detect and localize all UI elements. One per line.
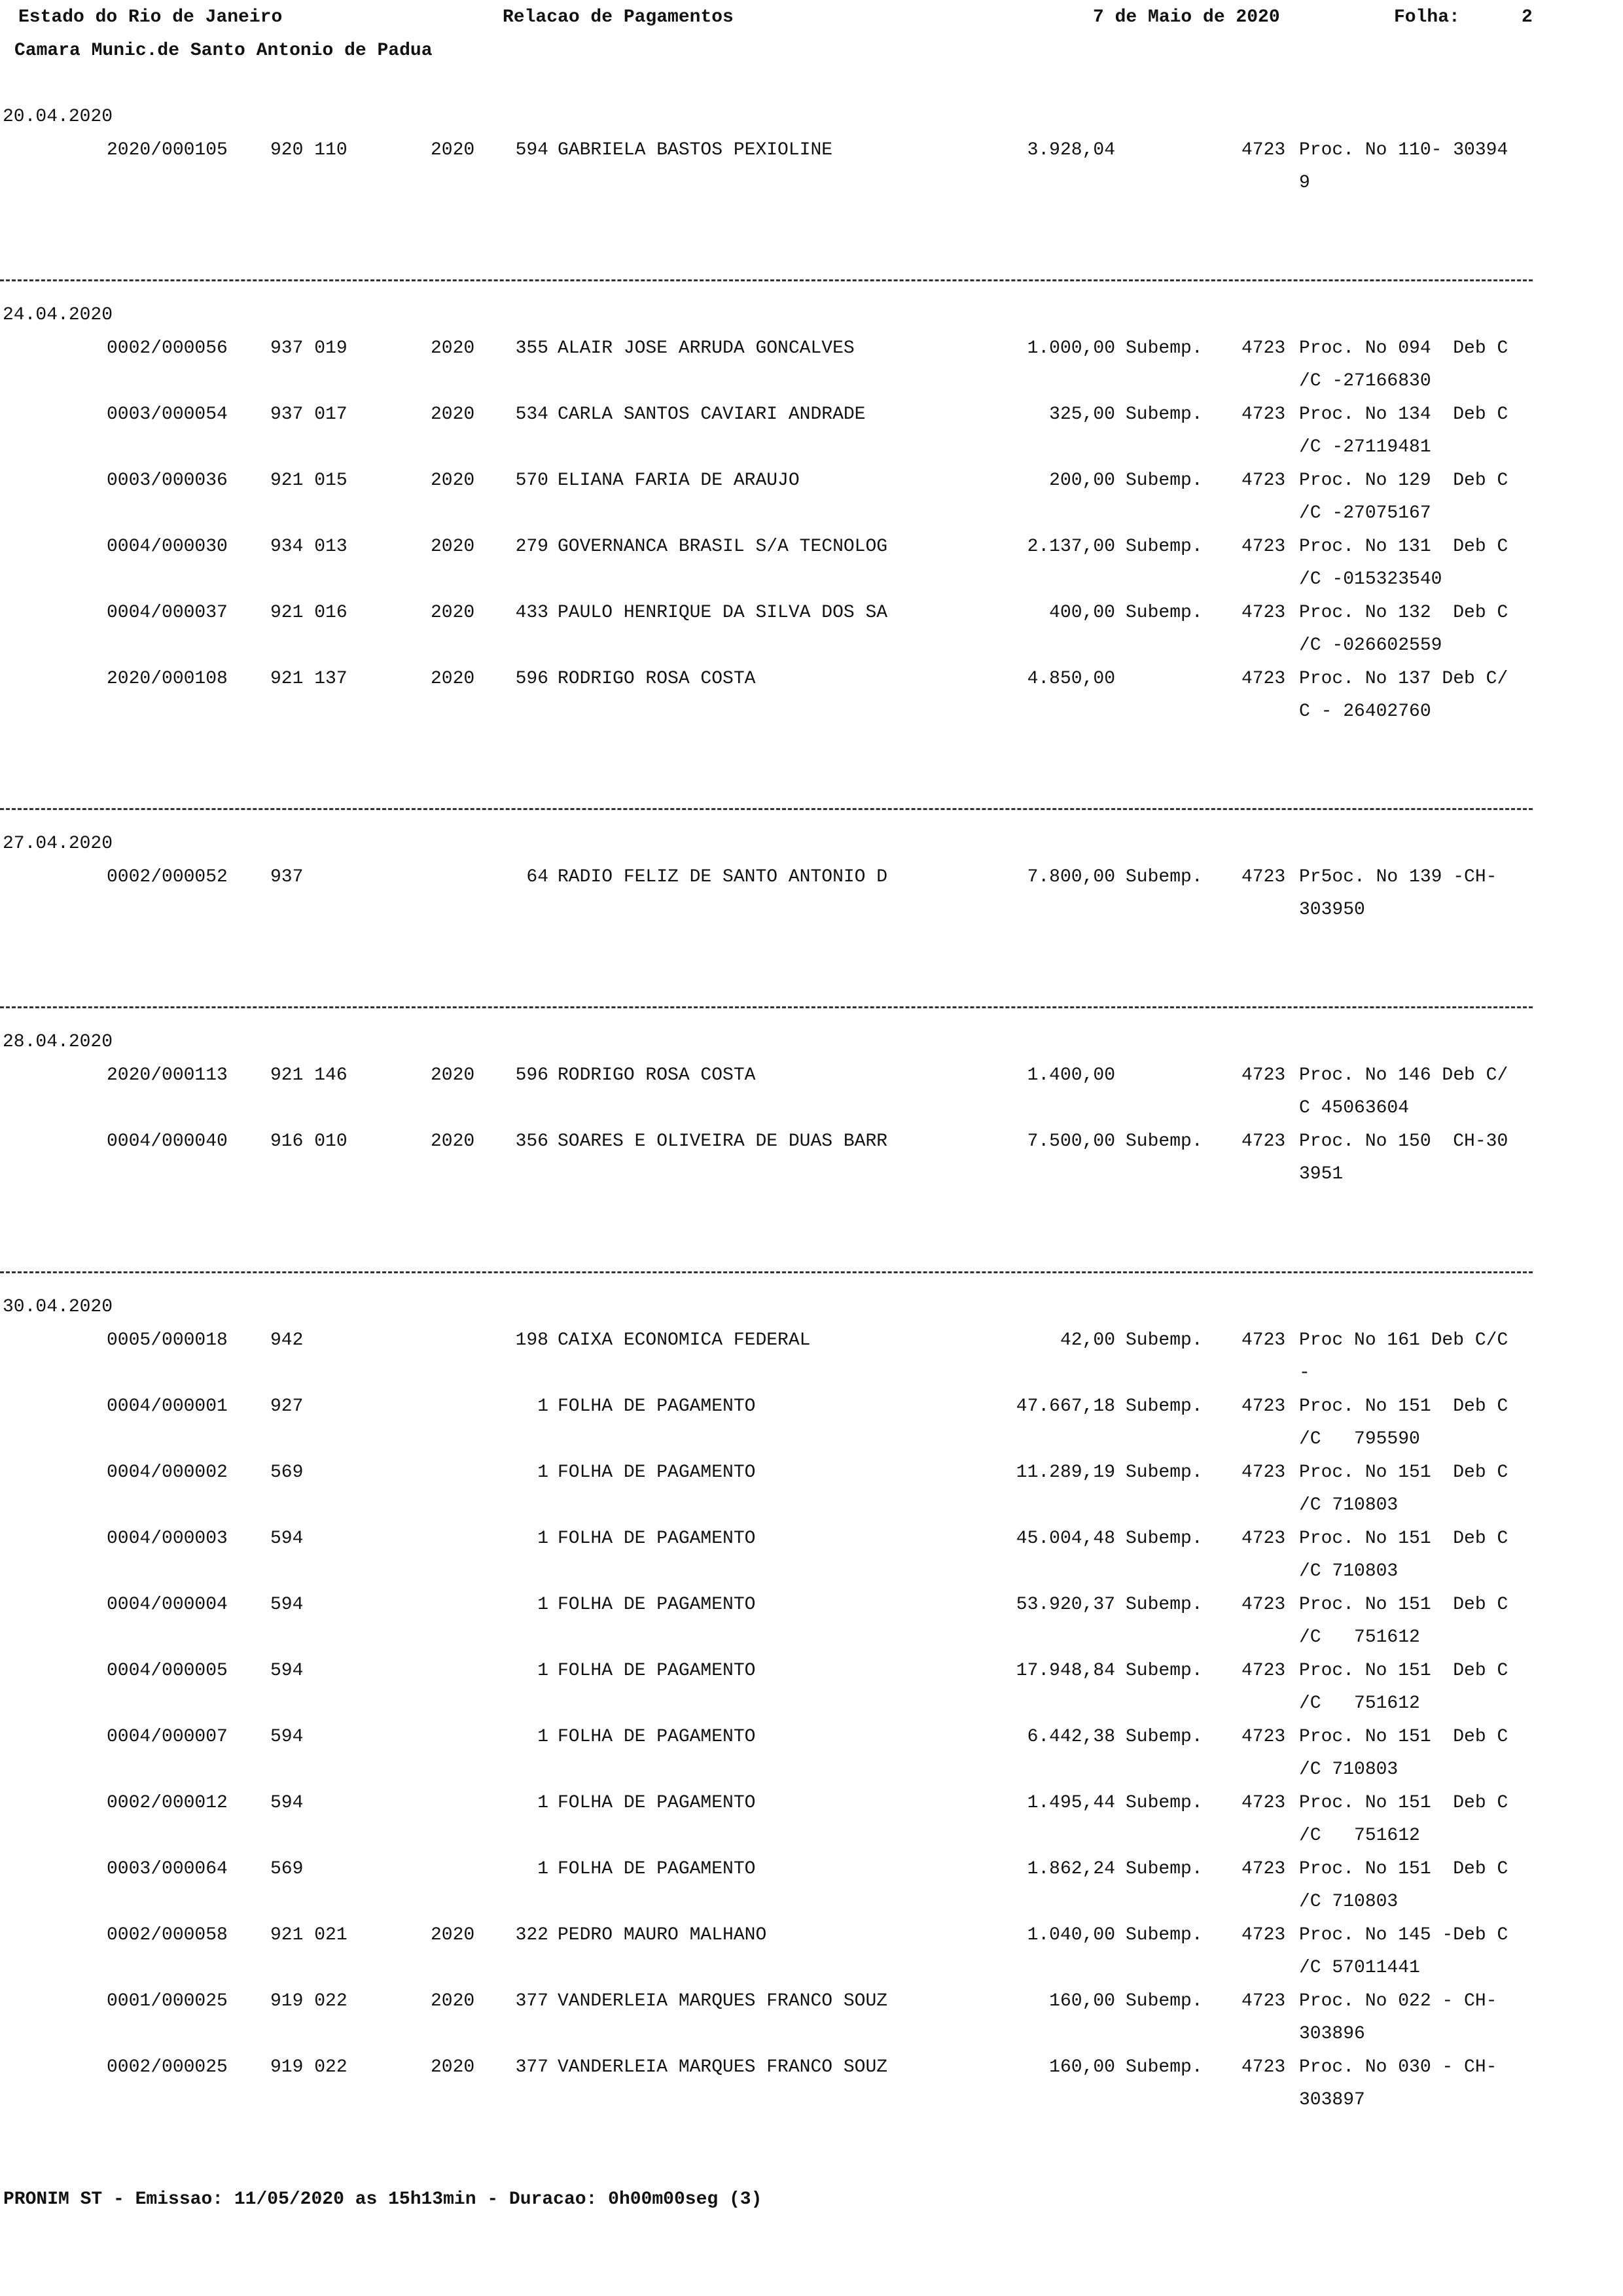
creditor-number: 596	[515, 1065, 548, 1086]
doc-number: 0001/000025	[107, 1991, 228, 2011]
account-code: 921 016	[270, 603, 348, 623]
observation-line1: Proc. No 134 Deb C	[1299, 404, 1508, 425]
observation-line1: Proc. No 137 Deb C/	[1299, 669, 1508, 689]
creditor-number: 433	[515, 603, 548, 623]
observation-line2: 303897	[1299, 2090, 1365, 2110]
account-code: 921 021	[270, 1925, 348, 1945]
bank-account: 4723	[1241, 1065, 1286, 1086]
bank-account: 4723	[1241, 1595, 1286, 1615]
observation-line2: /C 710803	[1299, 1495, 1399, 1515]
creditor-number: 594	[515, 140, 548, 160]
payment-value: 17.948,84	[1016, 1661, 1115, 1681]
creditor-number: 1	[537, 1528, 548, 1549]
status: Subemp.	[1126, 1528, 1203, 1549]
doc-number: 0004/000030	[107, 537, 228, 557]
payment-value: 1.495,44	[1027, 1793, 1115, 1813]
observation-line2: /C 751612	[1299, 1693, 1420, 1714]
group-date: 28.04.2020	[3, 1032, 113, 1052]
observation-line2: /C -026602559	[1299, 635, 1442, 656]
payment-value: 1.000,00	[1027, 338, 1115, 359]
observation-line2: /C -27119481	[1299, 437, 1431, 457]
creditor-number: 279	[515, 537, 548, 557]
payment-value: 7.500,00	[1027, 1131, 1115, 1152]
status: Subemp.	[1126, 1727, 1203, 1747]
year: 2020	[431, 470, 475, 491]
year: 2020	[431, 1925, 475, 1945]
creditor-name: VANDERLEIA MARQUES FRANCO SOUZ	[558, 1991, 888, 2011]
observation-line2: /C 751612	[1299, 1826, 1420, 1846]
account-code: 921 146	[270, 1065, 348, 1086]
account-code: 919 022	[270, 1991, 348, 2011]
year: 2020	[431, 1131, 475, 1152]
creditor-number: 355	[515, 338, 548, 359]
bank-account: 4723	[1241, 1396, 1286, 1417]
payment-value: 325,00	[1049, 404, 1115, 425]
status: Subemp.	[1126, 1991, 1203, 2011]
account-code: 942	[270, 1330, 304, 1351]
observation-line2: /C 57011441	[1299, 1958, 1420, 1978]
observation-line1: Proc. No 132 Deb C	[1299, 603, 1508, 623]
folha-number: 2	[1522, 7, 1533, 27]
creditor-number: 64	[526, 867, 548, 887]
status: Subemp.	[1126, 1462, 1203, 1483]
creditor-name: VANDERLEIA MARQUES FRANCO SOUZ	[558, 2057, 888, 2077]
payment-value: 400,00	[1049, 603, 1115, 623]
bank-account: 4723	[1241, 537, 1286, 557]
observation-line2: /C 710803	[1299, 1561, 1399, 1581]
bank-account: 4723	[1241, 1131, 1286, 1152]
creditor-name: FOLHA DE PAGAMENTO	[558, 1595, 756, 1615]
observation-line2: /C 751612	[1299, 1627, 1420, 1648]
payment-value: 200,00	[1049, 470, 1115, 491]
bank-account: 4723	[1241, 1727, 1286, 1747]
creditor-number: 1	[537, 1859, 548, 1879]
year: 2020	[431, 669, 475, 689]
bank-account: 4723	[1241, 1661, 1286, 1681]
creditor-name: GOVERNANCA BRASIL S/A TECNOLOG	[558, 537, 888, 557]
bank-account: 4723	[1241, 1991, 1286, 2011]
status: Subemp.	[1126, 867, 1203, 887]
creditor-name: PAULO HENRIQUE DA SILVA DOS SA	[558, 603, 888, 623]
observation-line2: /C -27075167	[1299, 503, 1431, 523]
status: Subemp.	[1126, 1595, 1203, 1615]
status: Subemp.	[1126, 1131, 1203, 1152]
creditor-number: 534	[515, 404, 548, 425]
payment-value: 6.442,38	[1027, 1727, 1115, 1747]
year: 2020	[431, 404, 475, 425]
payment-value: 53.920,37	[1016, 1595, 1115, 1615]
creditor-name: FOLHA DE PAGAMENTO	[558, 1727, 756, 1747]
bank-account: 4723	[1241, 140, 1286, 160]
doc-number: 0004/000040	[107, 1131, 228, 1152]
doc-number: 2020/000105	[107, 140, 228, 160]
status: Subemp.	[1126, 603, 1203, 623]
status: Subemp.	[1126, 1925, 1203, 1945]
doc-number: 0004/000001	[107, 1396, 228, 1417]
observation-line2: 3951	[1299, 1164, 1344, 1184]
creditor-name: FOLHA DE PAGAMENTO	[558, 1793, 756, 1813]
creditor-name: PEDRO MAURO MALHANO	[558, 1925, 767, 1945]
observation-line1: Proc. No 151 Deb C	[1299, 1727, 1508, 1747]
status: Subemp.	[1126, 470, 1203, 491]
status: Subemp.	[1126, 338, 1203, 359]
bank-account: 4723	[1241, 1859, 1286, 1879]
creditor-number: 356	[515, 1131, 548, 1152]
payment-value: 4.850,00	[1027, 669, 1115, 689]
year: 2020	[431, 338, 475, 359]
observation-line1: Proc. No 151 Deb C	[1299, 1661, 1508, 1681]
bank-account: 4723	[1241, 338, 1286, 359]
account-code: 919 022	[270, 2057, 348, 2077]
year: 2020	[431, 1065, 475, 1086]
creditor-number: 1	[537, 1727, 548, 1747]
creditor-name: ALAIR JOSE ARRUDA GONCALVES	[558, 338, 855, 359]
observation-line1: Proc No 161 Deb C/C	[1299, 1330, 1508, 1351]
section-divider	[0, 279, 1533, 281]
creditor-name: FOLHA DE PAGAMENTO	[558, 1859, 756, 1879]
payment-value: 1.862,24	[1027, 1859, 1115, 1879]
observation-line1: Proc. No 030 - CH-	[1299, 2057, 1497, 2077]
creditor-number: 1	[537, 1595, 548, 1615]
doc-number: 0003/000054	[107, 404, 228, 425]
observation-line2: /C 795590	[1299, 1429, 1420, 1449]
creditor-number: 1	[537, 1396, 548, 1417]
year: 2020	[431, 537, 475, 557]
observation-line2: C 45063604	[1299, 1098, 1410, 1118]
observation-line1: Proc. No 022 - CH-	[1299, 1991, 1497, 2011]
group-date: 27.04.2020	[3, 834, 113, 854]
observation-line2: -	[1299, 1363, 1310, 1383]
year: 2020	[431, 1991, 475, 2011]
account-code: 937 019	[270, 338, 348, 359]
creditor-number: 1	[537, 1462, 548, 1483]
observation-line1: Pr5oc. No 139 -CH-	[1299, 867, 1497, 887]
doc-number: 2020/000108	[107, 669, 228, 689]
observation-line2: C - 26402760	[1299, 701, 1431, 722]
observation-line1: Proc. No 094 Deb C	[1299, 338, 1508, 359]
bank-account: 4723	[1241, 404, 1286, 425]
observation-line2: /C -27166830	[1299, 371, 1431, 391]
creditor-number: 198	[515, 1330, 548, 1351]
year: 2020	[431, 140, 475, 160]
account-code: 937 017	[270, 404, 348, 425]
year: 2020	[431, 2057, 475, 2077]
folha-label: Folha:	[1394, 7, 1460, 27]
observation-line2: /C 710803	[1299, 1759, 1399, 1780]
doc-number: 0005/000018	[107, 1330, 228, 1351]
observation-line1: Proc. No 129 Deb C	[1299, 470, 1508, 491]
observation-line1: Proc. No 151 Deb C	[1299, 1462, 1508, 1483]
account-code: 934 013	[270, 537, 348, 557]
creditor-number: 1	[537, 1661, 548, 1681]
account-code: 921 015	[270, 470, 348, 491]
observation-line2: /C 710803	[1299, 1892, 1399, 1912]
account-code: 594	[270, 1528, 304, 1549]
section-divider	[0, 808, 1533, 810]
observation-line2: 303950	[1299, 900, 1365, 920]
account-code: 937	[270, 867, 304, 887]
creditor-name: FOLHA DE PAGAMENTO	[558, 1661, 756, 1681]
creditor-name: CAIXA ECONOMICA FEDERAL	[558, 1330, 811, 1351]
bank-account: 4723	[1241, 470, 1286, 491]
doc-number: 0002/000056	[107, 338, 228, 359]
account-code: 594	[270, 1595, 304, 1615]
status: Subemp.	[1126, 1330, 1203, 1351]
observation-line1: Proc. No 151 Deb C	[1299, 1595, 1508, 1615]
account-code: 921 137	[270, 669, 348, 689]
creditor-number: 570	[515, 470, 548, 491]
status: Subemp.	[1126, 1793, 1203, 1813]
bank-account: 4723	[1241, 867, 1286, 887]
observation-line1: Proc. No 150 CH-30	[1299, 1131, 1508, 1152]
payment-value: 47.667,18	[1016, 1396, 1115, 1417]
observation-line1: Proc. No 110- 30394	[1299, 140, 1508, 160]
status: Subemp.	[1126, 537, 1203, 557]
year: 2020	[431, 603, 475, 623]
creditor-name: FOLHA DE PAGAMENTO	[558, 1462, 756, 1483]
section-divider	[0, 1006, 1533, 1008]
doc-number: 0004/000037	[107, 603, 228, 623]
creditor-name: GABRIELA BASTOS PEXIOLINE	[558, 140, 833, 160]
group-date: 24.04.2020	[3, 305, 113, 325]
doc-number: 0003/000036	[107, 470, 228, 491]
account-code: 920 110	[270, 140, 348, 160]
payment-value: 160,00	[1049, 1991, 1115, 2011]
doc-number: 0004/000007	[107, 1727, 228, 1747]
doc-number: 0004/000003	[107, 1528, 228, 1549]
creditor-number: 596	[515, 669, 548, 689]
status: Subemp.	[1126, 1661, 1203, 1681]
creditor-number: 1	[537, 1793, 548, 1813]
doc-number: 0004/000004	[107, 1595, 228, 1615]
doc-number: 0002/000012	[107, 1793, 228, 1813]
doc-number: 0002/000052	[107, 867, 228, 887]
bank-account: 4723	[1241, 603, 1286, 623]
account-code: 594	[270, 1661, 304, 1681]
doc-number: 0002/000058	[107, 1925, 228, 1945]
observation-line2: /C -015323540	[1299, 569, 1442, 590]
observation-line1: Proc. No 151 Deb C	[1299, 1396, 1508, 1417]
observation-line2: 9	[1299, 173, 1310, 193]
payment-value: 2.137,00	[1027, 537, 1115, 557]
doc-number: 0003/000064	[107, 1859, 228, 1879]
observation-line1: Proc. No 145 -Deb C	[1299, 1925, 1508, 1945]
section-divider	[0, 1271, 1533, 1273]
report-title: Relacao de Pagamentos	[503, 7, 734, 27]
payment-value: 3.928,04	[1027, 140, 1115, 160]
observation-line1: Proc. No 146 Deb C/	[1299, 1065, 1508, 1086]
payment-value: 7.800,00	[1027, 867, 1115, 887]
payment-value: 1.400,00	[1027, 1065, 1115, 1086]
doc-number: 0002/000025	[107, 2057, 228, 2077]
account-code: 594	[270, 1727, 304, 1747]
creditor-name: SOARES E OLIVEIRA DE DUAS BARR	[558, 1131, 888, 1152]
observation-line1: Proc. No 151 Deb C	[1299, 1793, 1508, 1813]
account-code: 916 010	[270, 1131, 348, 1152]
account-code: 594	[270, 1793, 304, 1813]
status: Subemp.	[1126, 404, 1203, 425]
report-date: 7 de Maio de 2020	[1093, 7, 1280, 27]
payment-value: 1.040,00	[1027, 1925, 1115, 1945]
bank-account: 4723	[1241, 1925, 1286, 1945]
creditor-name: FOLHA DE PAGAMENTO	[558, 1528, 756, 1549]
creditor-number: 377	[515, 1991, 548, 2011]
header-state: Estado do Rio de Janeiro	[18, 7, 283, 27]
group-date: 30.04.2020	[3, 1297, 113, 1317]
creditor-number: 322	[515, 1925, 548, 1945]
status: Subemp.	[1126, 1396, 1203, 1417]
entity-name: Camara Munic.de Santo Antonio de Padua	[14, 41, 433, 61]
status: Subemp.	[1126, 2057, 1203, 2077]
bank-account: 4723	[1241, 1528, 1286, 1549]
bank-account: 4723	[1241, 1462, 1286, 1483]
doc-number: 2020/000113	[107, 1065, 228, 1086]
creditor-name: FOLHA DE PAGAMENTO	[558, 1396, 756, 1417]
bank-account: 4723	[1241, 669, 1286, 689]
payment-value: 42,00	[1060, 1330, 1115, 1351]
doc-number: 0004/000005	[107, 1661, 228, 1681]
bank-account: 4723	[1241, 1330, 1286, 1351]
creditor-number: 377	[515, 2057, 548, 2077]
creditor-name: RADIO FELIZ DE SANTO ANTONIO D	[558, 867, 888, 887]
observation-line1: Proc. No 131 Deb C	[1299, 537, 1508, 557]
observation-line1: Proc. No 151 Deb C	[1299, 1859, 1508, 1879]
doc-number: 0004/000002	[107, 1462, 228, 1483]
observation-line1: Proc. No 151 Deb C	[1299, 1528, 1508, 1549]
payment-value: 160,00	[1049, 2057, 1115, 2077]
creditor-name: RODRIGO ROSA COSTA	[558, 1065, 756, 1086]
bank-account: 4723	[1241, 2057, 1286, 2077]
observation-line2: 303896	[1299, 2024, 1365, 2044]
status: Subemp.	[1126, 1859, 1203, 1879]
account-code: 927	[270, 1396, 304, 1417]
payment-value: 45.004,48	[1016, 1528, 1115, 1549]
creditor-name: CARLA SANTOS CAVIARI ANDRADE	[558, 404, 866, 425]
account-code: 569	[270, 1859, 304, 1879]
group-date: 20.04.2020	[3, 107, 113, 127]
creditor-name: RODRIGO ROSA COSTA	[558, 669, 756, 689]
payment-value: 11.289,19	[1016, 1462, 1115, 1483]
bank-account: 4723	[1241, 1793, 1286, 1813]
account-code: 569	[270, 1462, 304, 1483]
creditor-name: ELIANA FARIA DE ARAUJO	[558, 470, 800, 491]
report-footer: PRONIM ST - Emissao: 11/05/2020 as 15h13min - Duracao: 0h00m00seg (3)	[3, 2189, 762, 2210]
